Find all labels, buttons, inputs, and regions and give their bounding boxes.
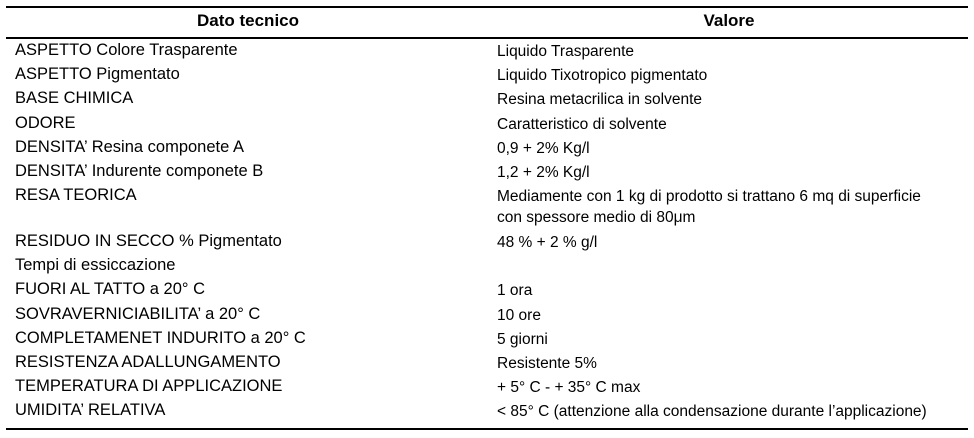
row-value: Resistente 5% <box>497 355 597 372</box>
row-label: TEMPERATURA DI APPLICAZIONE <box>15 377 283 395</box>
row-value: Liquido Trasparente <box>497 43 635 60</box>
row-label: SOVRAVERNICIABILITA’ a 20° C <box>15 305 261 323</box>
row-value: 0,9 + 2% Kg/l <box>497 140 590 157</box>
row-label: COMPLETAMENET INDURITO a 20° C <box>15 329 306 347</box>
header-dato-tecnico: Dato tecnico <box>196 11 300 30</box>
row-value: 10 ore <box>497 307 541 324</box>
row-label: RESISTENZA ADALLUNGAMENTO <box>15 353 281 371</box>
row-value-line2: con spessore medio di 80μm <box>497 209 696 226</box>
row-value: Caratteristico di solvente <box>497 116 667 133</box>
row-value: + 5° C - + 35° C max <box>497 379 641 396</box>
row-value: Mediamente con 1 kg di prodotto si trattano 6 mq di superficie <box>497 188 921 205</box>
row-label: ASPETTO Pigmentato <box>15 65 180 83</box>
row-label: RESA TEORICA <box>15 186 137 204</box>
header-rule <box>6 37 968 39</box>
row-value: 1,2 + 2% Kg/l <box>497 164 590 181</box>
row-value: Liquido Tixotropico pigmentato <box>497 67 708 84</box>
row-label: FUORI AL TATTO a 20° C <box>15 280 205 298</box>
table-top-rule <box>6 6 968 8</box>
row-label: RESIDUO IN SECCO % Pigmentato <box>15 232 282 250</box>
row-label: UMIDITA’ RELATIVA <box>15 401 166 419</box>
row-label: ASPETTO Colore Trasparente <box>15 41 238 59</box>
row-label: DENSITA’ Resina componete A <box>15 138 244 156</box>
row-value: Resina metacrilica in solvente <box>497 91 703 108</box>
table-bottom-rule <box>6 428 968 430</box>
row-label: ODORE <box>15 114 76 132</box>
row-value: 5 giorni <box>497 331 548 348</box>
row-label: BASE CHIMICA <box>15 89 134 107</box>
row-value: 48 % + 2 % g/l <box>497 234 598 251</box>
row-label: DENSITA’ Indurente componete B <box>15 162 264 180</box>
row-label: Tempi di essiccazione <box>15 256 176 274</box>
row-value: < 85° C (attenzione alla condensazione durante l’applicazione) <box>497 403 927 420</box>
header-valore: Valore <box>703 11 755 30</box>
row-value: 1 ora <box>497 282 533 299</box>
